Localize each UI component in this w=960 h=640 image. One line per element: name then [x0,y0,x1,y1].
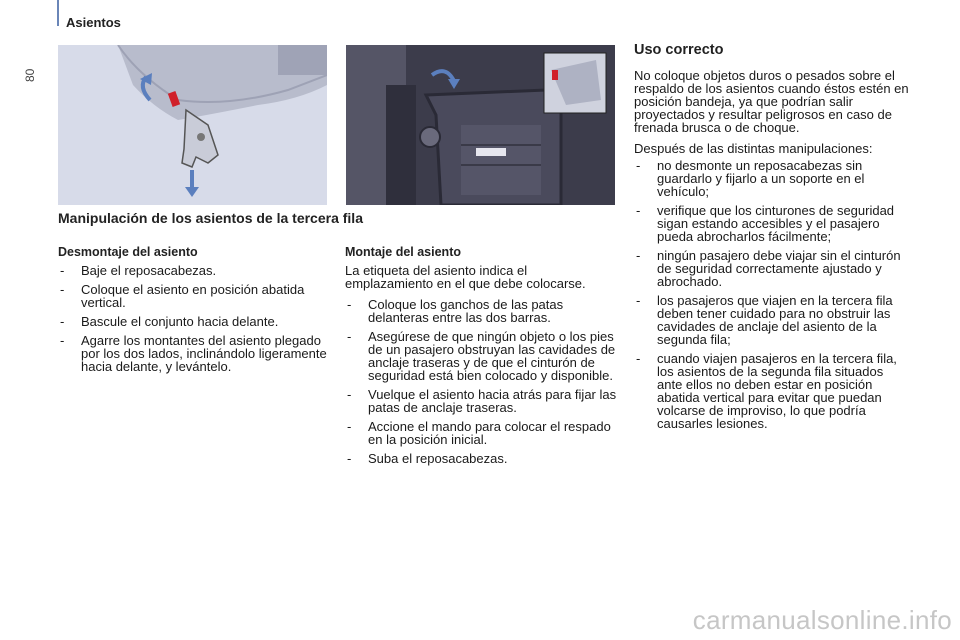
list-item: - Accione el mando para colocar el respado en la posición inicial. [345,420,617,446]
seat-rear-anchor-illustration [346,45,615,205]
correct-use-items [634,159,910,430]
list-item: - Suba el reposacabezas. [345,452,617,465]
correct-use-paragraph: No coloque objetos duros o pesados sobre el respaldo de los asientos cuando éstos estén en posición bandeja, ya que podrían salir proyectados y resultar peligrosos en caso de frenada brusca o de choque. [634,68,909,135]
installation-intro: La etiqueta del asiento indica el emplazamiento en el que debe colocarse. [345,263,586,291]
correct-use-paragraph: Después de las distintas manipulaciones: [634,141,873,156]
installation-section [345,246,617,471]
headrest-mount-illustration [58,45,327,205]
list-item: - cuando viajen pasajeros en la tercera fila, los asientos de la segunda fila situados ante ellos no deben estar en posición abatida vertical para evitar que puedan volcarse de improviso, lo que podría causarles lesiones. [634,352,910,430]
correct-use-section [634,44,910,436]
installation-title: Montaje del asiento [345,245,461,259]
list-item: - Asegúrese de que ningún objeto o los pies de un pasajero obstruyan las cavidades de anclaje traseras y de que el cinturón de seguridad está bien colocado y disponible. [345,330,617,382]
list-item: - verifique que los cinturones de seguridad sigan estando accesibles y el pasajero pueda abrocharlos fácilmente; [634,204,910,243]
watermark: carmanualsonline.info [692,605,952,635]
list-item: - no desmonte un reposacabezas sin guardarlo y fijarlo a un soporte en el vehículo; [634,159,910,198]
list-item: - ningún pasajero debe viajar sin el cinturón de seguridad correctamente ajustado y abrochado. [634,249,910,288]
list-item: - Coloque el asiento en posición abatida vertical. [58,283,328,309]
removal-title: Desmontaje del asiento [58,245,198,259]
section-accent-bar [57,0,59,26]
removal-section [58,246,328,379]
list-item: - Coloque los ganchos de las patas delanteras entre las dos barras. [345,298,617,324]
list-item: - Baje el reposacabezas. [58,264,328,277]
list-item: - Agarre los montantes del asiento plegado por los dos lados, inclinándolo ligeramente hacia delante, y levántelo. [58,334,328,373]
page-number: 80 [23,68,37,82]
correct-use-title: Uso correcto [634,42,724,58]
list-item: - Bascule el conjunto hacia delante. [58,315,328,328]
installation-steps [345,298,617,465]
list-item: - los pasajeros que viajen en la tercera fila deben tener cuidado para no obstruir las cavidades de anclaje del asiento de la segunda fila; [634,294,910,346]
list-item: - Vuelque el asiento hacia atrás para fijar las patas de anclaje traseras. [345,388,617,414]
section-title: Asientos [66,15,121,30]
removal-steps [58,264,328,373]
page-heading: Manipulación de los asientos de la tercera fila [58,210,363,226]
